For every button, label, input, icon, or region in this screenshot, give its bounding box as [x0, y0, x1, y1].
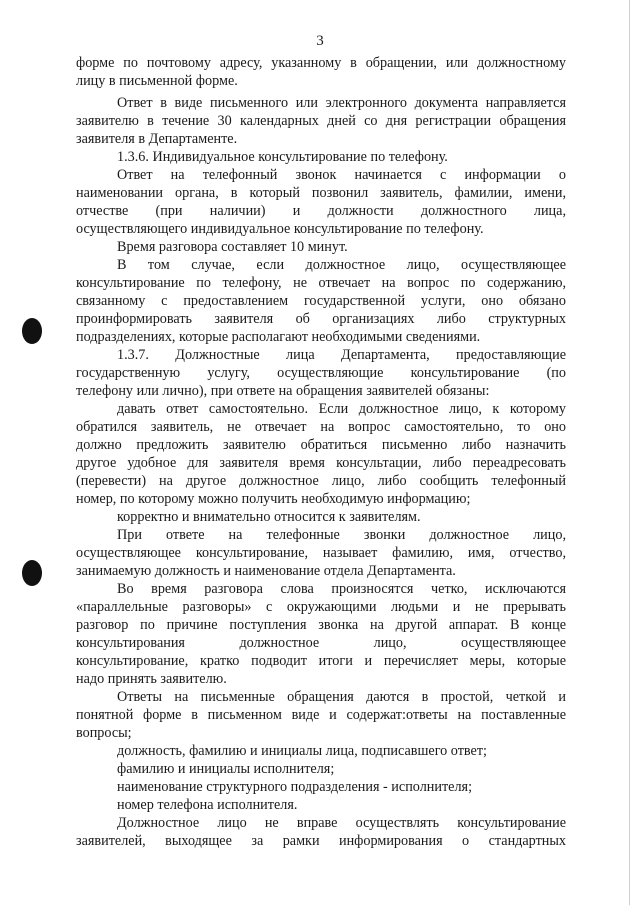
- text-line: Ответ в виде письменного или электронного документа направляется: [117, 95, 566, 111]
- text-line: консультирования должностное лицо, осуществляющее: [76, 635, 566, 651]
- text-line: наименовании органа, в который позвонил заявитель, фамилии, имени,: [76, 185, 566, 201]
- text-line: другое удобное для заявителя время консультации, либо переадресовать: [76, 455, 566, 471]
- text-line: лицу в письменной форме.: [76, 73, 238, 89]
- text-line: государственную услугу, осуществляющие консультирование (по: [76, 365, 566, 381]
- punch-hole: [22, 318, 42, 344]
- section-heading-1-3-6: 1.3.6. Индивидуальное консультирование по телефону.: [117, 149, 448, 165]
- text-line: обратился заявитель, не отвечает на вопрос самостоятельно, то оно: [76, 419, 566, 435]
- text-line: проинформировать заявителя об организациях либо структурных: [76, 311, 566, 327]
- text-line: корректно и внимательно относится к заявителям.: [117, 509, 421, 525]
- text-line: занимаемую должность и наименование отдела Департамента.: [76, 563, 456, 579]
- text-line: осуществляющего индивидуальное консультирование по телефону.: [76, 221, 484, 237]
- text-line: должно предложить заявителю обратиться письменно либо назначить: [76, 437, 566, 453]
- text-line: Должностное лицо не вправе осуществлять консультирование: [117, 815, 566, 831]
- text-line: консультирование, кратко подводит итоги и перечисляет меры, которые: [76, 653, 566, 669]
- text-line: Ответ на телефонный звонок начинается с информации о: [117, 167, 566, 183]
- text-line: понятной форме в письменном виде и содержат:ответы на поставленные: [76, 707, 566, 723]
- text-line: вопросы;: [76, 725, 132, 741]
- text-line: При ответе на телефонные звонки должностное лицо,: [117, 527, 566, 543]
- list-item: номер телефона исполнителя.: [117, 797, 298, 813]
- text-line: Во время разговора слова произносятся четко, исключаются: [117, 581, 566, 597]
- list-item: наименование структурного подразделения - исполнителя;: [117, 779, 473, 795]
- page-number: 3: [316, 33, 324, 49]
- punch-hole: [22, 560, 42, 586]
- list-item: фамилию и инициалы исполнителя;: [117, 761, 335, 777]
- text-line: (перевести) на другое должностное лицо, либо сообщить телефонный: [76, 473, 566, 489]
- text-line: «параллельные разговоры» с окружающими людьми и не прерывать: [76, 599, 566, 615]
- section-heading-1-3-7: 1.3.7. Должностные лица Департамента, предоставляющие: [117, 347, 566, 363]
- text-line: заявителю в течение 30 календарных дней со дня регистрации обращения: [76, 113, 566, 129]
- text-line: заявителя в Департаменте.: [76, 131, 238, 147]
- text-line: Ответы на письменные обращения даются в простой, четкой и: [117, 689, 566, 705]
- text-line: телефону или лично), при ответе на обращения заявителей обязаны:: [76, 383, 490, 399]
- text-line: осуществляющее консультирование, называет фамилию, имя, отчество,: [76, 545, 566, 561]
- text-line: форме по почтовому адресу, указанному в обращении, или должностному: [76, 55, 566, 71]
- text-line: консультирование по телефону, не отвечает на вопрос по содержанию,: [76, 275, 566, 291]
- text-line: подразделениях, которые располагают необходимыми сведениями.: [76, 329, 481, 345]
- text-line: Время разговора составляет 10 минут.: [117, 239, 348, 255]
- text-line: связанному с предоставлением государственной услуги, оно обязано: [76, 293, 566, 309]
- text-line: давать ответ самостоятельно. Если должностное лицо, к которому: [117, 401, 566, 417]
- text-line: отчестве (при наличии) и должности должностного лица,: [76, 203, 566, 219]
- text-line: В том случае, если должностное лицо, осуществляющее: [117, 257, 566, 273]
- page-edge: [629, 0, 630, 905]
- list-item: должность, фамилию и инициалы лица, подписавшего ответ;: [117, 743, 487, 759]
- text-line: номер, по которому можно получить необходимую информацию;: [76, 491, 471, 507]
- text-line: разговор по причине поступления звонка на другой аппарат. В конце: [76, 617, 566, 633]
- text-line: заявителей, выходящее за рамки информирования о стандартных: [76, 833, 566, 849]
- text-line: надо принять заявителю.: [76, 671, 227, 687]
